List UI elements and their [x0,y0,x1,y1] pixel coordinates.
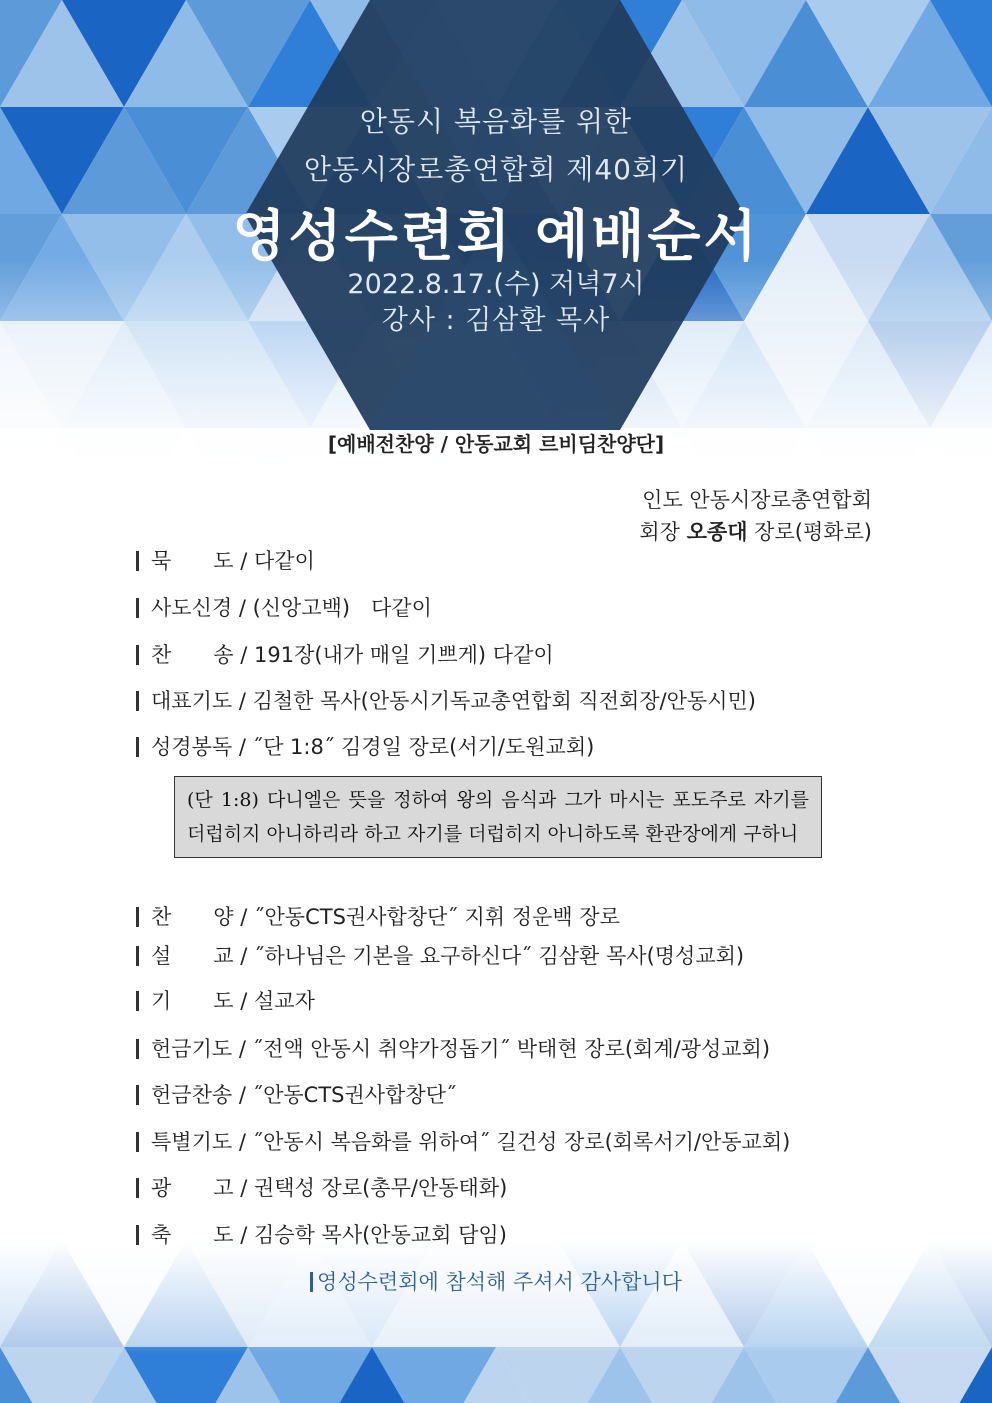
order-item [136,1219,507,1249]
bullet-bar [136,645,139,665]
order-text: / 191장(내가 매일 기쁘게) 다같이 [233,643,554,667]
closing-message [0,1266,992,1296]
prelude-worship: [예배전찬양 / 안동교회 르비딤찬양단] [327,432,665,456]
order-text: / ˝안동CTS권사합창단˝ 지휘 정운백 장로 [233,905,620,929]
closing-bar [310,1272,313,1292]
bullet-bar [136,1039,139,1059]
order-item [136,639,554,669]
bullet-bar [136,1225,139,1245]
order-label: 헌금찬송 [151,1083,233,1107]
page-title: 영성수련회 예배순서 [232,204,760,268]
order-label: 대표기도 [151,689,233,713]
leader-block [639,484,872,548]
leader-suffix: 장로(평화로) [747,520,872,544]
order-label: 묵 도 [151,549,234,573]
order-item [136,1033,770,1063]
bullet-bar [136,907,139,927]
bullet-bar [136,1178,139,1198]
header-line1: 안동시 복음화를 위한 [359,105,633,138]
bullet-bar [136,691,139,711]
order-item [136,901,620,931]
order-text: / 김승학 목사(안동교회 담임) [233,1223,507,1247]
order-text: / 설교자 [233,989,315,1013]
order-text: / 권택성 장로(총무/안동태화) [233,1176,508,1200]
bullet-bar [136,1085,139,1105]
speaker: 강사 : 김삼환 목사 [381,305,611,336]
bullet-bar [136,991,139,1011]
leader-name: 오종대 [686,520,748,544]
order-item [136,1079,456,1109]
order-text: / 김철한 목사(안동시기독교총연합회 직전회장/안동시민) [232,689,756,713]
bullet-bar [136,551,139,571]
order-label: 성경봉독 [151,735,233,759]
fade-overlay [0,1240,992,1403]
order-label: 찬 송 [151,643,234,667]
header-line2: 안동시장로총연합회 제40회기 [303,153,689,186]
order-text: / 다같이 [233,549,315,573]
order-label: 축 도 [151,1223,234,1247]
order-item [136,545,315,575]
order-item [136,1172,507,1202]
order-item [136,940,744,970]
order-text: / ˝전액 안동시 취약가정돕기˝ 박태현 장로(회계/광성교회) [232,1037,771,1061]
order-item [136,685,756,715]
leader-line2 [639,516,872,548]
order-text: / ˝안동CTS권사합창단˝ [232,1083,457,1107]
order-item [136,1126,790,1156]
order-item [136,985,315,1015]
scripture-box: (단 1:8) 다니엘은 뜻을 정하여 왕의 음식과 그가 마시는 포도주로 자기를 더럽히지 아니하리라 하고 자기를 더럽히지 아니하도록 환관장에게 구하니 [174,776,822,858]
leader-line1: 인도 안동시장로총연합회 [642,488,872,512]
order-label: 특별기도 [151,1130,233,1154]
order-label: 광 고 [151,1176,234,1200]
order-label: 설 교 [151,944,234,968]
event-date: 2022.8.17.(수) 저녁7시 [347,269,645,300]
order-item [136,592,432,622]
leader-prefix: 회장 [639,520,687,544]
order-item [136,731,594,761]
order-label: 헌금기도 [151,1037,233,1061]
order-text: / ˝안동시 복음화를 위하여˝ 길건성 장로(회록서기/안동교회) [232,1130,791,1154]
bullet-bar [136,1132,139,1152]
order-text: / (신앙고백) 다같이 [232,596,432,620]
order-label: 기 도 [151,989,234,1013]
bullet-bar [136,598,139,618]
order-label: 찬 양 [151,905,234,929]
order-text: / ˝단 1:8˝ 김경일 장로(서기/도원교회) [232,735,595,759]
order-label: 사도신경 [151,596,233,620]
bullet-bar [136,946,139,966]
triangle-background-bottom [0,1240,992,1403]
order-text: / ˝하나님은 기본을 요구하신다˝ 김삼환 목사(명성교회) [233,944,745,968]
closing-text: 영성수련회에 참석해 주셔서 감사합니다 [317,1270,682,1294]
bullet-bar [136,737,139,757]
